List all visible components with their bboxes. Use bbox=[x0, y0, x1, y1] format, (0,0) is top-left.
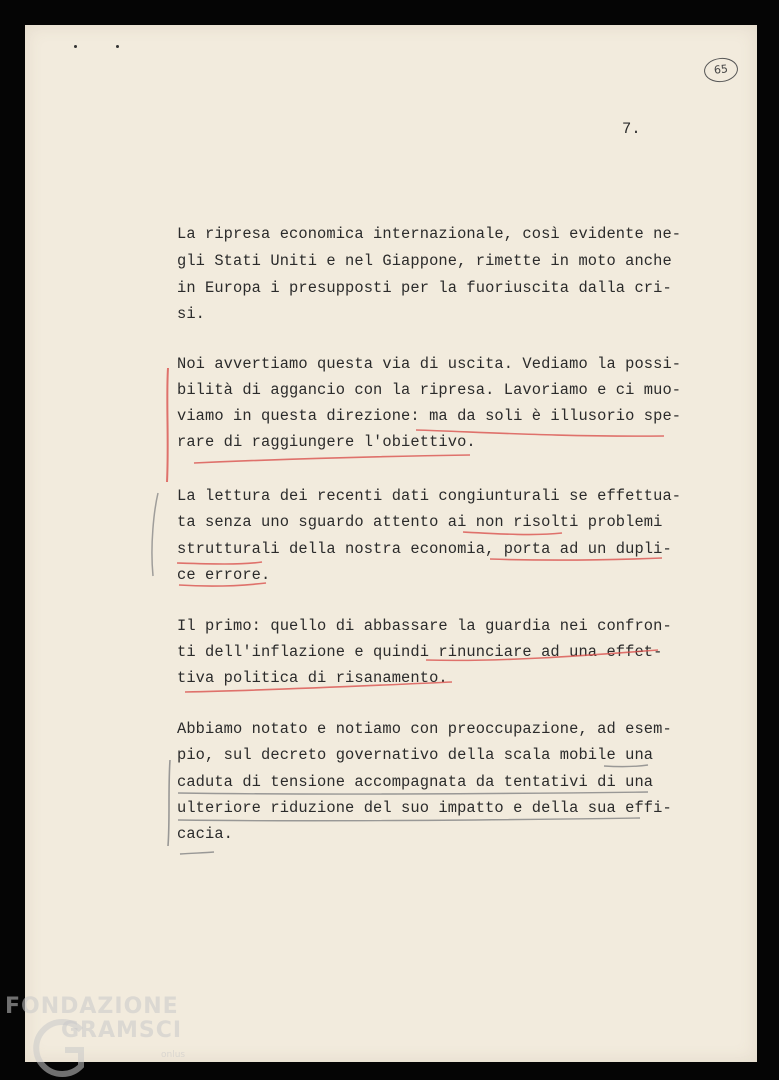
text-line: strutturali della nostra economia, porta ad un dupli- bbox=[177, 540, 672, 558]
margin-dot bbox=[116, 45, 119, 48]
text-line: in Europa i presupposti per la fuoriuscita dalla cri- bbox=[177, 279, 672, 297]
text-line: ulteriore riduzione del suo impatto e della sua effi- bbox=[177, 799, 672, 817]
text-line: caduta di tensione accompagnata da tentativi di una bbox=[177, 773, 654, 791]
text-line: La ripresa economica internazionale, così evidente ne- bbox=[177, 225, 682, 243]
watermark-text: GRAMSCI bbox=[61, 1018, 183, 1043]
text-line: pio, sul decreto governativo della scala mobile una bbox=[177, 746, 654, 764]
watermark-text: onlus bbox=[161, 1050, 186, 1060]
text-line: ti dell'inflazione e quindi rinunciare ad una effet- bbox=[177, 643, 663, 661]
text-line: viamo in questa direzione: ma da soli è illusorio spe- bbox=[177, 407, 682, 425]
fondazione-gramsci-watermark bbox=[3, 990, 203, 1080]
archive-page-number: 65 bbox=[703, 56, 739, 83]
text-line: ta senza uno sguardo attento ai non risolti problemi bbox=[177, 513, 663, 531]
text-line: cacia. bbox=[177, 825, 234, 843]
page-number: 7. bbox=[622, 120, 641, 138]
text-line: si. bbox=[177, 305, 206, 323]
text-line: La lettura dei recenti dati congiunturali se effettua- bbox=[177, 487, 682, 505]
text-line: ce errore. bbox=[177, 566, 271, 584]
text-line: gli Stati Uniti e nel Giappone, rimette in moto anche bbox=[177, 252, 672, 270]
text-line: rare di raggiungere l'obiettivo. bbox=[177, 433, 476, 451]
text-line: tiva politica di risanamento. bbox=[177, 669, 448, 687]
watermark-text: FONDAZIONE bbox=[5, 994, 179, 1019]
margin-dot bbox=[74, 45, 77, 48]
text-line: Noi avvertiamo questa via di uscita. Vediamo la possi- bbox=[177, 355, 682, 373]
text-line: bilità di aggancio con la ripresa. Lavoriamo e ci muo- bbox=[177, 381, 682, 399]
text-line: Abbiamo notato e notiamo con preoccupazione, ad esem- bbox=[177, 720, 672, 738]
text-line: Il primo: quello di abbassare la guardia nei confron- bbox=[177, 617, 672, 635]
